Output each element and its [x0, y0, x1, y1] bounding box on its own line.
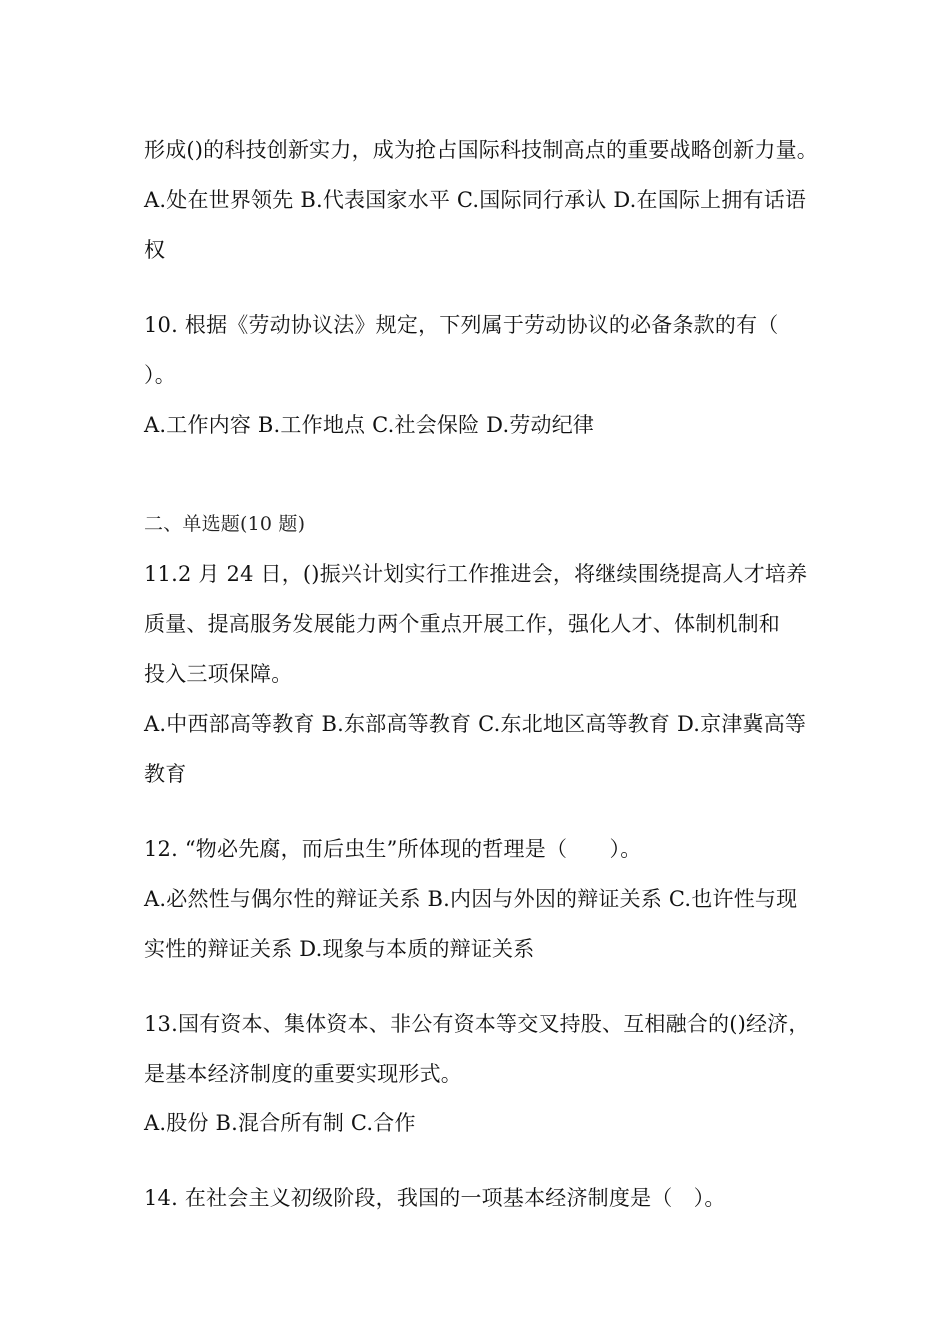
- q13-stem-line-1: 13.国有资本、集体资本、非公有资本等交叉持股、互相融合的()经济，: [144, 1012, 810, 1036]
- q11-stem-line-2: 质量、提高服务发展能力两个重点开展工作，强化人才、体制机制和: [144, 612, 780, 636]
- q12-stem-line-1: 12. “物必先腐，而后虫生”所体现的哲理是（ ）。: [144, 837, 642, 861]
- q12-options-line-2: 实性的辩证关系 D.现象与本质的辩证关系: [144, 937, 535, 961]
- q9-options-line-2: 权: [144, 238, 166, 262]
- q11-stem-line-3: 投入三项保障。: [144, 662, 293, 686]
- q13-options-line-1: A.股份 B.混合所有制 C.合作: [144, 1111, 416, 1135]
- q9-options-line-1: A.处在世界领先 B.代表国家水平 C.国际同行承认 D.在国际上拥有话语: [144, 188, 807, 212]
- section-title: 二、单选题(10 题): [144, 513, 306, 535]
- document-page: [144, 0, 824, 1344]
- q13-stem-line-2: 是基本经济制度的重要实现形式。: [144, 1062, 462, 1086]
- q11-options-line-1: A.中西部高等教育 B.东部高等教育 C.东北地区高等教育 D.京津冀高等: [144, 712, 807, 736]
- q12-options-line-1: A.必然性与偶尔性的辩证关系 B.内因与外因的辩证关系 C.也许性与现: [144, 887, 798, 911]
- q11-stem-line-1: 11.2 月 24 日，()振兴计划实行工作推进会，将继续围绕提高人才培养: [144, 562, 808, 586]
- q10-stem-line-1: 10. 根据《劳动协议法》规定，下列属于劳动协议的必备条款的有（: [144, 313, 779, 337]
- q11-options-line-2: 教育: [144, 762, 187, 786]
- q10-stem-line-2: ）。: [144, 363, 176, 387]
- q9-stem-line-1: 形成()的科技创新实力，成为抢占国际科技制高点的重要战略创新力量。: [144, 138, 818, 162]
- q14-stem-line-1: 14. 在社会主义初级阶段，我国的一项基本经济制度是（ ）。: [144, 1186, 726, 1210]
- q10-options-line-1: A.工作内容 B.工作地点 C.社会保险 D.劳动纪律: [144, 413, 595, 437]
